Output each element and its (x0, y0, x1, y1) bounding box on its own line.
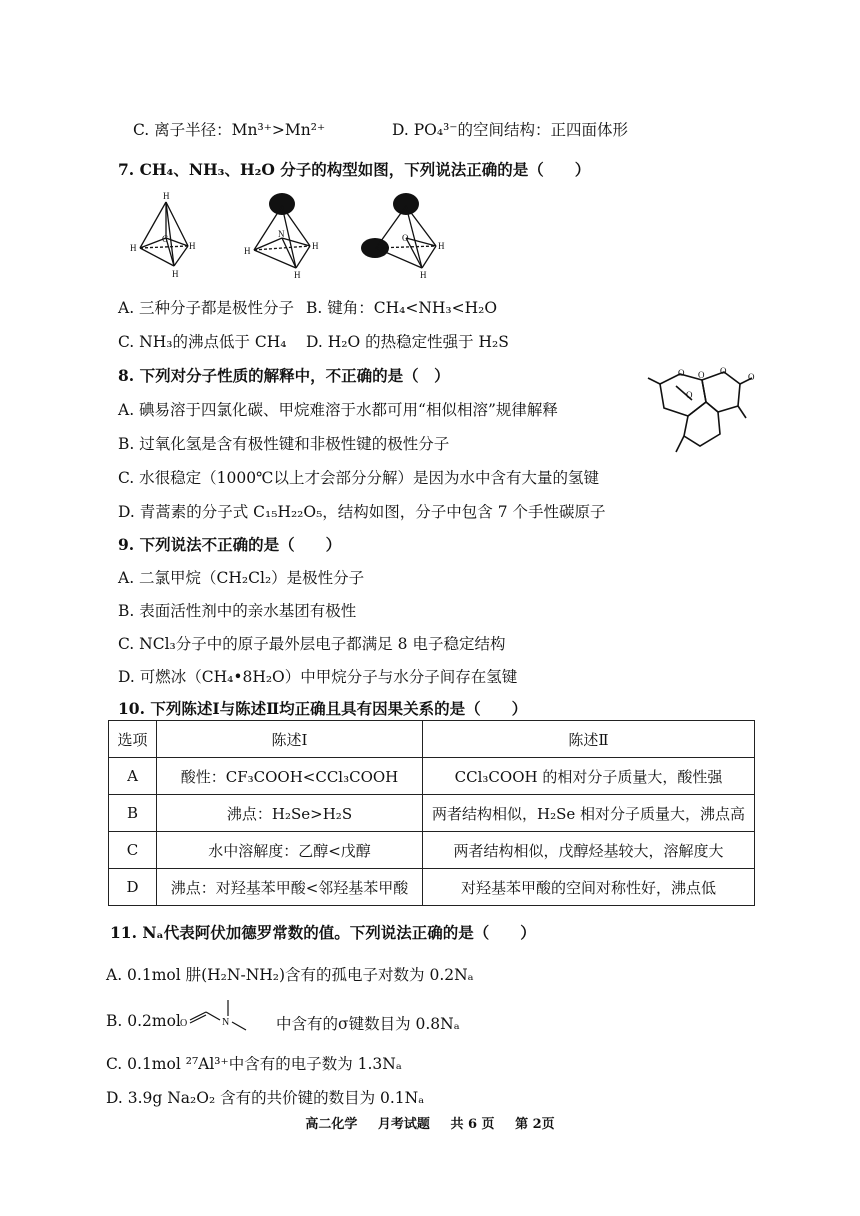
table-header-cell: 选项 (109, 721, 157, 758)
atom-label: O (678, 368, 685, 378)
atom-label: H (172, 269, 179, 279)
table-header-cell: 陈述Ⅰ (157, 721, 423, 758)
table-row (109, 832, 755, 869)
q11-option-b-prefix: B. 0.2mol (106, 1012, 181, 1030)
table-cell: 对羟基苯甲酸的空间对称性好，沸点低 (423, 869, 755, 906)
q11-option-c: C. 0.1mol ²⁷Al³⁺中含有的电子数为 1.3Nₐ (106, 1055, 402, 1073)
table-cell: 沸点：H₂Se>H₂S (157, 795, 423, 832)
q11-stem: 11. Nₐ代表阿伏加德罗常数的值。下列说法正确的是（ ） (110, 923, 536, 942)
q9-option-b: B. 表面活性剂中的亲水基团有极性 (118, 602, 357, 620)
q9-option-a: A. 二氯甲烷（CH₂Cl₂）是极性分子 (118, 569, 365, 587)
table-cell: 两者结构相似，H₂Se 相对分子质量大，沸点高 (423, 795, 755, 832)
atom-label: O (698, 370, 705, 380)
table-cell: B (109, 795, 157, 832)
q8-option-d: D. 青蒿素的分子式 C₁₅H₂₂O₅，结构如图，分子中包含 7 个手性碳原子 (118, 503, 606, 521)
table-header-cell: 陈述Ⅱ (423, 721, 755, 758)
q6-option-d: D. PO₄³⁻的空间结构：正四面体形 (392, 121, 628, 139)
q11-option-d: D. 3.9g Na₂O₂ 含有的共价键的数目为 0.1Nₐ (106, 1089, 425, 1107)
table-row (109, 795, 755, 832)
q9-option-c: C. NCl₃分子中的原子最外层电子都满足 8 电子稳定结构 (118, 635, 506, 653)
table-cell: C (109, 832, 157, 869)
atom-label: O (402, 233, 409, 243)
atom-label: H (163, 191, 170, 201)
q9-option-d: D. 可燃冰（CH₄•8H₂O）中甲烷分子与水分子间存在氢键 (118, 668, 518, 686)
q10-table (108, 720, 755, 906)
footer-exam: 月考试题 (377, 1117, 430, 1132)
atom-label: H (312, 241, 319, 251)
footer-grade: 高二化学 (305, 1117, 358, 1132)
atom-label: O (180, 1018, 188, 1029)
q6-option-c: C. 离子半径：Mn³⁺>Mn²⁺ (133, 121, 326, 139)
nh3-structure-figure (240, 188, 322, 280)
q8-option-a: A. 碘易溶于四氯化碳、甲烷难溶于水都可用“相似相溶”规律解释 (118, 401, 558, 419)
table-cell: 两者结构相似，戊醇烃基较大，溶解度大 (423, 832, 755, 869)
page-footer (0, 1113, 860, 1132)
atom-label: H (438, 241, 445, 251)
table-row (109, 758, 755, 795)
atom-label: H (294, 270, 301, 280)
q7-option-c: C. NH₃的沸点低于 CH₄ (118, 333, 287, 351)
table-cell: 水中溶解度：乙醇<戊醇 (157, 832, 423, 869)
ch4-structure-figure (128, 188, 198, 280)
atom-label: N (278, 229, 285, 239)
table-header-row (109, 721, 755, 758)
table-cell: 酸性：CF₃COOH<CCl₃COOH (157, 758, 423, 795)
atom-label: H (189, 241, 196, 251)
atom-label: O (686, 390, 693, 400)
h2o-structure-figure (360, 188, 450, 280)
atom-label: C (162, 234, 169, 244)
q7-option-b: B. 键角：CH₄<NH₃<H₂O (306, 299, 498, 317)
table-cell: 沸点：对羟基苯甲酸<邻羟基苯甲酸 (157, 869, 423, 906)
table-cell: D (109, 869, 157, 906)
atom-label: H (244, 246, 251, 256)
table-cell: CCl₃COOH 的相对分子质量大，酸性强 (423, 758, 755, 795)
q8-option-c: C. 水很稳定（1000℃以上才会部分分解）是因为水中含有大量的氢键 (118, 469, 599, 487)
atom-label: H (130, 243, 137, 253)
q11-option-a: A. 0.1mol 肼(H₂N-NH₂)含有的孤电子对数为 0.2Nₐ (106, 966, 474, 984)
q9-stem: 9. 下列说法不正确的是（ ） (118, 535, 342, 554)
q8-stem: 8. 下列对分子性质的解释中，不正确的是（ ） (118, 366, 450, 385)
atom-label: O (720, 366, 727, 376)
table-cell: A (109, 758, 157, 795)
atom-label: H (420, 270, 427, 280)
atom-label: N (222, 1017, 230, 1028)
footer-total-pages: 共 6 页 (450, 1117, 495, 1132)
q8-option-b: B. 过氧化氢是含有极性键和非极性键的极性分子 (118, 435, 450, 453)
table-row (109, 869, 755, 906)
footer-page-number: 第 2页 (515, 1117, 555, 1132)
q7-stem: 7. CH₄、NH₃、H₂O 分子的构型如图，下列说法正确的是（ ） (118, 160, 591, 179)
q10-stem: 10. 下列陈述Ⅰ与陈述Ⅱ均正确且具有因果关系的是（ ） (118, 699, 528, 718)
q7-option-d: D. H₂O 的热稳定性强于 H₂S (306, 333, 509, 351)
q11-option-b-suffix: 中含有的σ键数目为 0.8Nₐ (276, 1015, 460, 1033)
atom-label: O (748, 372, 755, 382)
dmf-structure-figure (176, 996, 272, 1036)
artemisinin-structure-figure (640, 362, 760, 462)
q7-option-a: A. 三种分子都是极性分子 (118, 299, 295, 317)
